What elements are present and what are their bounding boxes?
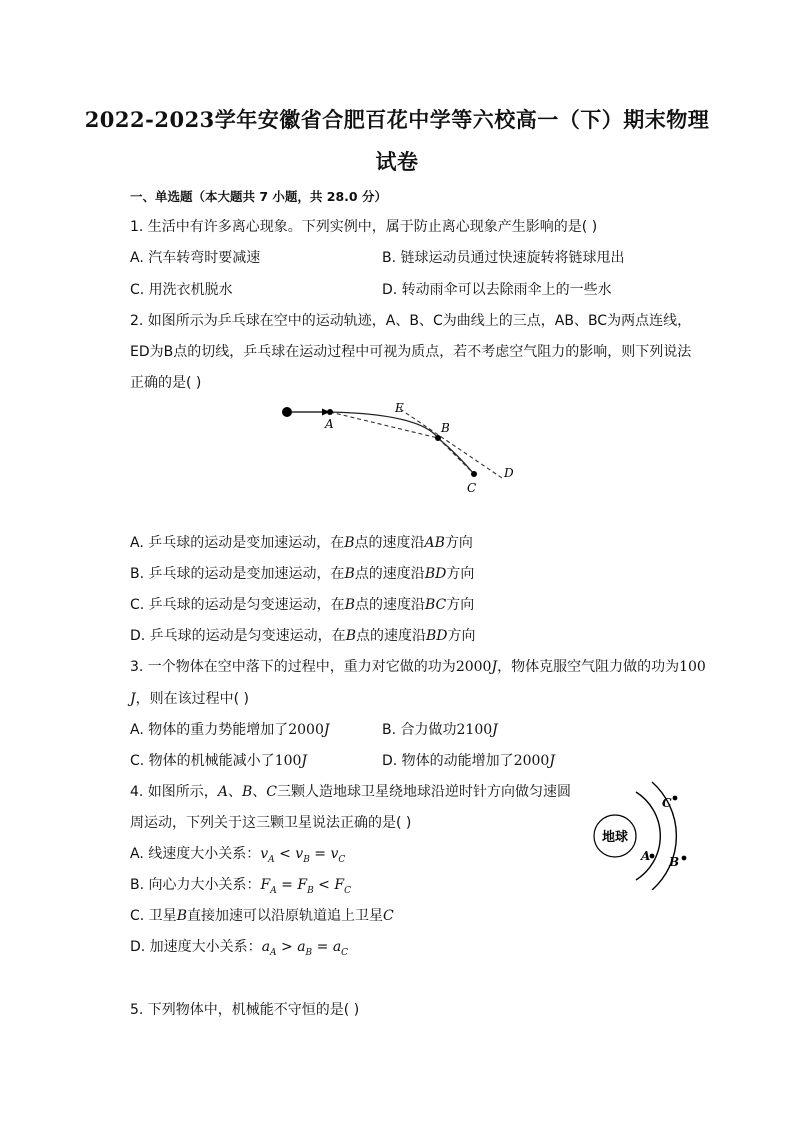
label-sat-a: A xyxy=(641,849,651,863)
tangent-ed xyxy=(400,409,502,478)
question-1-option-c: C. 用洗衣机脱水 xyxy=(130,282,233,298)
question-2-option-a: A. 乒乓球的运动是变加速运动，在B点的速度沿AB方向 xyxy=(130,535,473,551)
point-a xyxy=(327,409,333,415)
satellite-a xyxy=(650,854,655,859)
question-2-stem-line-1: 2. 如图所示为乒乓球在空中的运动轨迹，A、B、C为曲线上的三点，AB、BC为两点连线， xyxy=(130,313,692,329)
question-2-option-d: D. 乒乓球的运动是匀变速运动，在B点的速度沿BD方向 xyxy=(130,628,476,644)
question-2-option-c: C. 乒乓球的运动是匀变速运动，在B点的速度沿BC方向 xyxy=(130,597,475,613)
question-4-option-c: C. 卫星B直接加速可以沿原轨道追上卫星C xyxy=(130,908,394,924)
satellite-orbit-diagram xyxy=(590,780,700,890)
satellite-c xyxy=(673,796,678,801)
label-c: C xyxy=(467,481,477,495)
label-e: E xyxy=(395,401,404,415)
question-2-stem-line-2: ED为B点的切线，乒乓球在运动过程中可视为质点，若不考虑空气阻力的影响，则下列说法 xyxy=(130,344,692,360)
question-3-option-b: B. 合力做功2100J xyxy=(382,722,498,738)
question-2-option-b: B. 乒乓球的运动是变加速运动，在B点的速度沿BD方向 xyxy=(130,566,475,582)
label-a: A xyxy=(325,417,334,431)
question-1-option-d: D. 转动雨伞可以去除雨伞上的一些水 xyxy=(382,282,612,298)
label-b: B xyxy=(441,421,450,435)
question-1-stem: 1. 生活中有许多离心现象。下列实例中，属于防止离心现象产生影响的是( ) xyxy=(130,219,598,235)
trajectory-diagram xyxy=(270,395,530,500)
question-4-option-d: D. 加速度大小关系：$a_A > a_B = a_C$ xyxy=(130,939,349,958)
question-4-stem-line-1: 4. 如图所示，A、B、C三颗人造地球卫星绕地球沿逆时针方向做匀速圆 xyxy=(130,784,571,800)
question-3-option-d: D. 物体的动能增加了2000J xyxy=(382,753,555,769)
page-title: 2022-2023学年安徽省合肥百花中学等六校高一（下）期末物理 xyxy=(84,107,710,132)
question-3-option-a: A. 物体的重力势能增加了2000J xyxy=(130,722,330,738)
page-title-continued: 试卷 xyxy=(375,149,419,174)
question-4-stem-line-2: 周运动，下列关于这三颗卫星说法正确的是( ) xyxy=(130,815,412,831)
satellite-b xyxy=(682,856,687,861)
question-1-option-b: B. 链球运动员通过快速旋转将链球甩出 xyxy=(382,250,625,266)
question-4-option-b: B. 向心力大小关系：$F_A = F_B < F_C$ xyxy=(130,877,351,896)
chord-bc xyxy=(438,438,474,474)
label-sat-b: B xyxy=(669,855,680,869)
question-3-option-c: C. 物体的机械能减小了100J xyxy=(130,753,308,769)
point-c xyxy=(471,471,477,477)
section-heading: 一、单选题（本大题共 7 小题，共 28.0 分） xyxy=(130,189,387,204)
question-4-option-a: A. 线速度大小关系：$v_A < v_B = v_C$ xyxy=(130,846,346,865)
trajectory-curve xyxy=(330,412,474,474)
label-d: D xyxy=(504,466,514,480)
earth-label: 地球 xyxy=(601,830,629,845)
point-b xyxy=(435,435,441,441)
question-2-stem-line-3: 正确的是( ) xyxy=(130,375,202,391)
question-5-stem: 5. 下列物体中，机械能不守恒的是( ) xyxy=(130,1002,360,1018)
ping-pong-ball xyxy=(282,407,292,417)
orbit-a xyxy=(636,792,660,880)
question-1-option-a: A. 汽车转弯时要减速 xyxy=(130,250,261,266)
question-3-stem-line-1: 3. 一个物体在空中落下的过程中，重力对它做的功为2000J，物体克服空气阻力做的功为100 xyxy=(130,659,706,675)
question-3-stem-line-2: J，则在该过程中( ) xyxy=(130,691,249,707)
label-sat-c: C xyxy=(662,796,672,810)
